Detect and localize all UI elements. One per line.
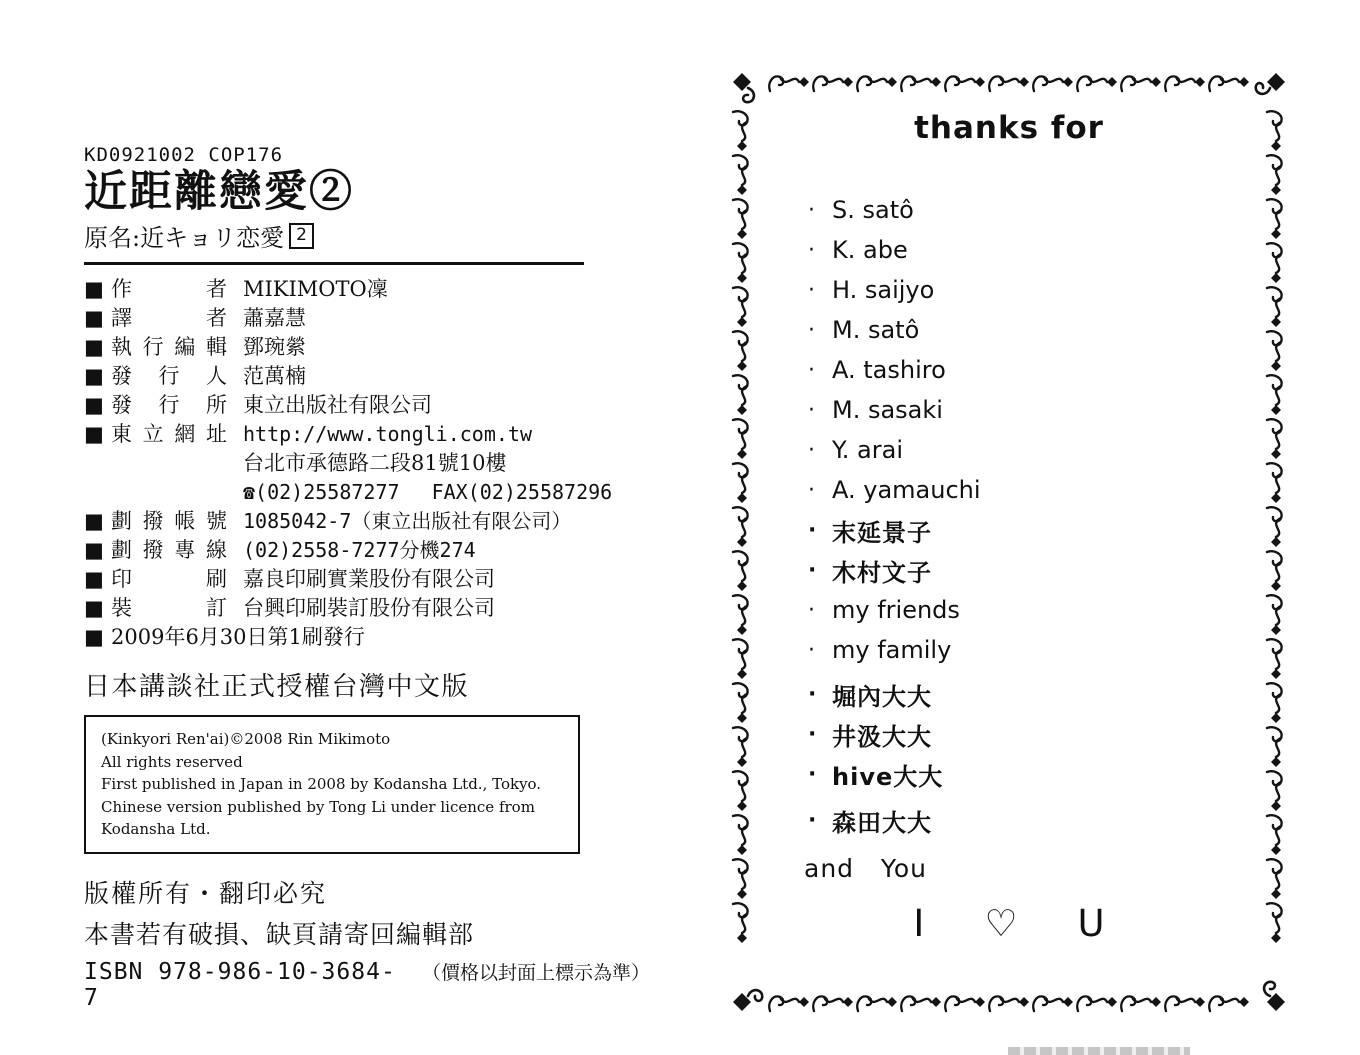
volume-box: 2 <box>289 223 314 249</box>
credit-row <box>84 391 644 420</box>
thanks-page <box>726 66 1292 1018</box>
letter-i: I <box>913 902 925 945</box>
thanks-item <box>808 510 981 550</box>
book-title: 近距離戀愛② <box>84 167 354 217</box>
credit-value: 1085042-7（東立出版社有限公司） <box>243 509 572 534</box>
credit-value: (02)2558-7277分機274 <box>243 538 476 563</box>
credit-value: MIKIMOTO凜 <box>243 277 388 302</box>
thanks-name: my family <box>832 636 952 664</box>
bullet-icon: · <box>808 317 815 343</box>
square-marker-icon: ■ <box>84 625 104 650</box>
thanks-item <box>808 714 943 754</box>
bullet-icon: · <box>808 237 815 263</box>
credit-label: 作者 <box>111 277 227 302</box>
credit-label: 執行編輯 <box>111 335 227 360</box>
thanks-name: 森田大大 <box>832 808 932 837</box>
credit-continuation-row <box>84 478 644 507</box>
square-marker-icon: ■ <box>84 509 104 534</box>
credits-list <box>84 275 644 652</box>
copyright-box-line: Chinese version published by Tong Li under licence from Kodansha Ltd. <box>101 797 535 839</box>
and-you-text: and You <box>804 854 927 883</box>
credit-label: 譯者 <box>111 306 227 331</box>
thanks-item <box>808 630 981 670</box>
credit-row <box>84 594 644 623</box>
thanks-title: thanks for <box>914 110 1104 146</box>
credit-value: 范萬楠 <box>243 364 306 389</box>
square-marker-icon: ■ <box>84 393 104 418</box>
thanks-item <box>808 550 981 590</box>
square-marker-icon: ■ <box>84 335 104 360</box>
credit-value: ☎(02)25587277 FAX(02)25587296 <box>243 480 613 505</box>
bullet-icon: · <box>808 517 818 543</box>
bullet-icon: · <box>808 477 815 503</box>
thanks-item <box>808 190 981 230</box>
print-date: 2009年6月30日第1刷發行 <box>111 625 365 650</box>
original-title-label: 原名:近キョリ恋愛 <box>84 224 285 253</box>
copyright-box <box>84 715 580 854</box>
credit-row <box>84 507 644 536</box>
thanks-name: 末延景子 <box>832 518 932 547</box>
print-date-row <box>84 623 644 652</box>
credit-label: 東立網址 <box>111 422 227 447</box>
page-edge-artifact <box>1008 1047 1190 1055</box>
thanks-name: H. saijyo <box>832 276 935 304</box>
square-marker-icon: ■ <box>84 567 104 592</box>
thanks-name: Y. arai <box>832 436 904 464</box>
thanks-item <box>808 270 981 310</box>
credit-label: 裝訂 <box>111 596 227 621</box>
thanks-name: M. sasaki <box>832 396 943 424</box>
i-heart-u <box>726 902 1292 945</box>
thanks-name: K. abe <box>832 236 908 264</box>
thanks-item <box>808 350 981 390</box>
credit-value: 蕭嘉慧 <box>243 306 306 331</box>
credit-row <box>84 333 644 362</box>
copyright-box-line: (Kinkyori Ren'ai)©2008 Rin Mikimoto <box>101 730 391 749</box>
credit-value: 台北市承德路二段81號10樓 <box>243 451 507 476</box>
bullet-icon: · <box>808 557 818 583</box>
thanks-name: S. satô <box>832 196 914 224</box>
thanks-name: M. satô <box>832 316 920 344</box>
credit-row <box>84 565 644 594</box>
square-marker-icon: ■ <box>84 422 104 447</box>
bullet-icon: · <box>808 597 815 623</box>
credit-label: 發行人 <box>111 364 227 389</box>
square-marker-icon: ■ <box>84 277 104 302</box>
thanks-item <box>808 470 981 510</box>
credit-row <box>84 275 644 304</box>
credit-label: 發行所 <box>111 393 227 418</box>
bullet-icon: · <box>808 681 818 707</box>
credit-row <box>84 536 644 565</box>
bullet-icon: · <box>808 807 818 833</box>
credit-label: 劃撥帳號 <box>111 509 227 534</box>
credit-row <box>84 420 644 449</box>
bullet-icon: · <box>808 357 815 383</box>
credit-label: 印刷 <box>111 567 227 592</box>
isbn-line <box>84 958 651 1011</box>
thanks-group-2 <box>808 674 943 794</box>
credit-continuation-row <box>84 449 644 478</box>
square-marker-icon: ■ <box>84 596 104 621</box>
damage-line: 本書若有破損、缺頁請寄回編輯部 <box>84 919 475 949</box>
isbn-code: ISBN 978-986-10-3684-7 <box>84 958 396 1011</box>
original-title-line <box>84 218 644 253</box>
credit-label: 劃撥專線 <box>111 538 227 563</box>
bullet-icon: · <box>808 197 815 223</box>
letter-u: U <box>1077 902 1105 945</box>
bullet-icon: · <box>808 761 818 787</box>
credit-row <box>84 304 644 333</box>
thanks-name: A. yamauchi <box>832 476 981 504</box>
bullet-icon: · <box>808 277 815 303</box>
thanks-item <box>808 674 943 714</box>
thanks-name: A. tashiro <box>832 356 946 384</box>
thanks-name: my friends <box>832 596 960 624</box>
license-notice: 日本講談社正式授權台灣中文版 <box>84 672 470 703</box>
thanks-item <box>808 800 932 840</box>
bullet-icon: · <box>808 637 815 663</box>
product-code: KD0921002 COP176 <box>84 144 284 166</box>
credit-value: 嘉良印刷實業股份有限公司 <box>243 567 495 592</box>
divider-rule <box>84 262 584 265</box>
bullet-icon: · <box>808 397 815 423</box>
thanks-item <box>808 390 981 430</box>
isbn-note: （價格以封面上標示為準） <box>422 961 651 984</box>
credit-value: http://www.tongli.com.tw <box>243 422 532 447</box>
thanks-group-3 <box>808 800 932 840</box>
square-marker-icon: ■ <box>84 364 104 389</box>
thanks-item <box>808 754 943 794</box>
bullet-icon: · <box>808 721 818 747</box>
credit-row <box>84 362 644 391</box>
thanks-item <box>808 310 981 350</box>
copyright-box-line: All rights reserved <box>101 752 243 771</box>
thanks-item <box>808 590 981 630</box>
square-marker-icon: ■ <box>84 538 104 563</box>
colophon-page <box>84 144 651 1011</box>
square-marker-icon: ■ <box>84 306 104 331</box>
credit-value: 鄧琬縈 <box>243 335 306 360</box>
thanks-name: 堀內大大 <box>832 682 932 711</box>
credit-value: 東立出版社有限公司 <box>243 393 432 418</box>
thanks-name: hive大大 <box>832 762 944 791</box>
thanks-group-1 <box>808 190 981 670</box>
credit-value: 台興印刷裝訂股份有限公司 <box>243 596 495 621</box>
bullet-icon: · <box>808 437 815 463</box>
heart-icon: ♡ <box>984 902 1018 945</box>
thanks-item <box>808 430 981 470</box>
copyright-box-line: First published in Japan in 2008 by Kodansha Ltd., Tokyo. <box>101 775 542 794</box>
thanks-name: 木村文子 <box>832 558 932 587</box>
thanks-name: 井汲大大 <box>832 722 932 751</box>
thanks-item <box>808 230 981 270</box>
rights-line: 版權所有・翻印必究 <box>84 878 328 908</box>
